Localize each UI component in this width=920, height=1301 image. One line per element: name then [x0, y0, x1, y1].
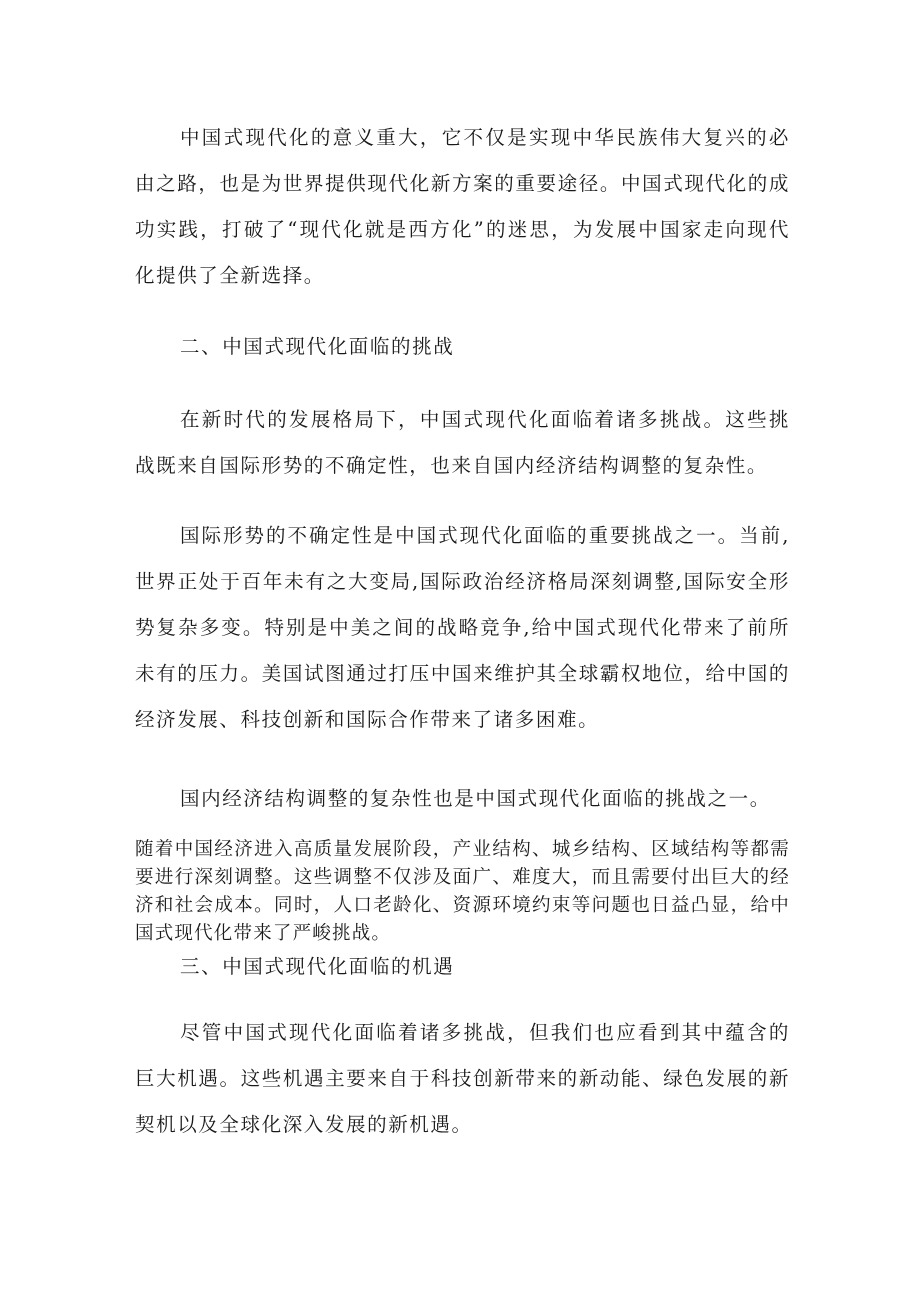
paragraph-challenges-intro: 在新时代的发展格局下，中国式现代化面临着诸多挑战。这些挑战既来自国际形势的不确定性，也来自国内经济结构调整的复杂性。: [135, 408, 790, 477]
paragraph-significance: 中国式现代化的意义重大，它不仅是实现中华民族伟大复兴的必由之路，也是为世界提供现代化新方案的重要途径。中国式现代化的成功实践，打破了“现代化就是西方化”的迷思，为发展中国家走向现代化提供了全新选择。: [135, 126, 790, 287]
paragraph-domestic-structure-lead: 国内经济结构调整的复杂性也是中国式现代化面临的挑战之一。: [180, 787, 771, 810]
paragraph-domestic-structure-body: 随着中国经济进入高质量发展阶段，产业结构、城乡结构、区域结构等都需要进行深刻调整。这些调整不仅涉及面广、难度大，而且需要付出巨大的经济和社会成本。同时，人口老龄化、资源环境约束等问题也日益凸显，给中国式现代化带来了严峻挑战。: [135, 839, 790, 944]
section-heading-opportunities: 三、中国式现代化面临的机遇: [180, 955, 455, 978]
section-heading-challenges: 二、中国式现代化面临的挑战: [180, 335, 455, 358]
paragraph-opportunities-intro: 尽管中国式现代化面临着诸多挑战，但我们也应看到其中蕴含的巨大机遇。这些机遇主要来自于科技创新带来的新动能、绿色发展的新契机以及全球化深入发展的新机遇。: [135, 1021, 790, 1136]
paragraph-international-uncertainty: 国际形势的不确定性是中国式现代化面临的重要挑战之一。当前,世界正处于百年未有之大变局,国际政治经济格局深刻调整,国际安全形势复杂多变。特别是中美之间的战略竞争,给中国式现代化带来了前所未有的压力。美国试图通过打压中国来维护其全球霸权地位，给中国的经济发展、科技创新和国际合作带来了诸多困难。: [135, 524, 790, 731]
